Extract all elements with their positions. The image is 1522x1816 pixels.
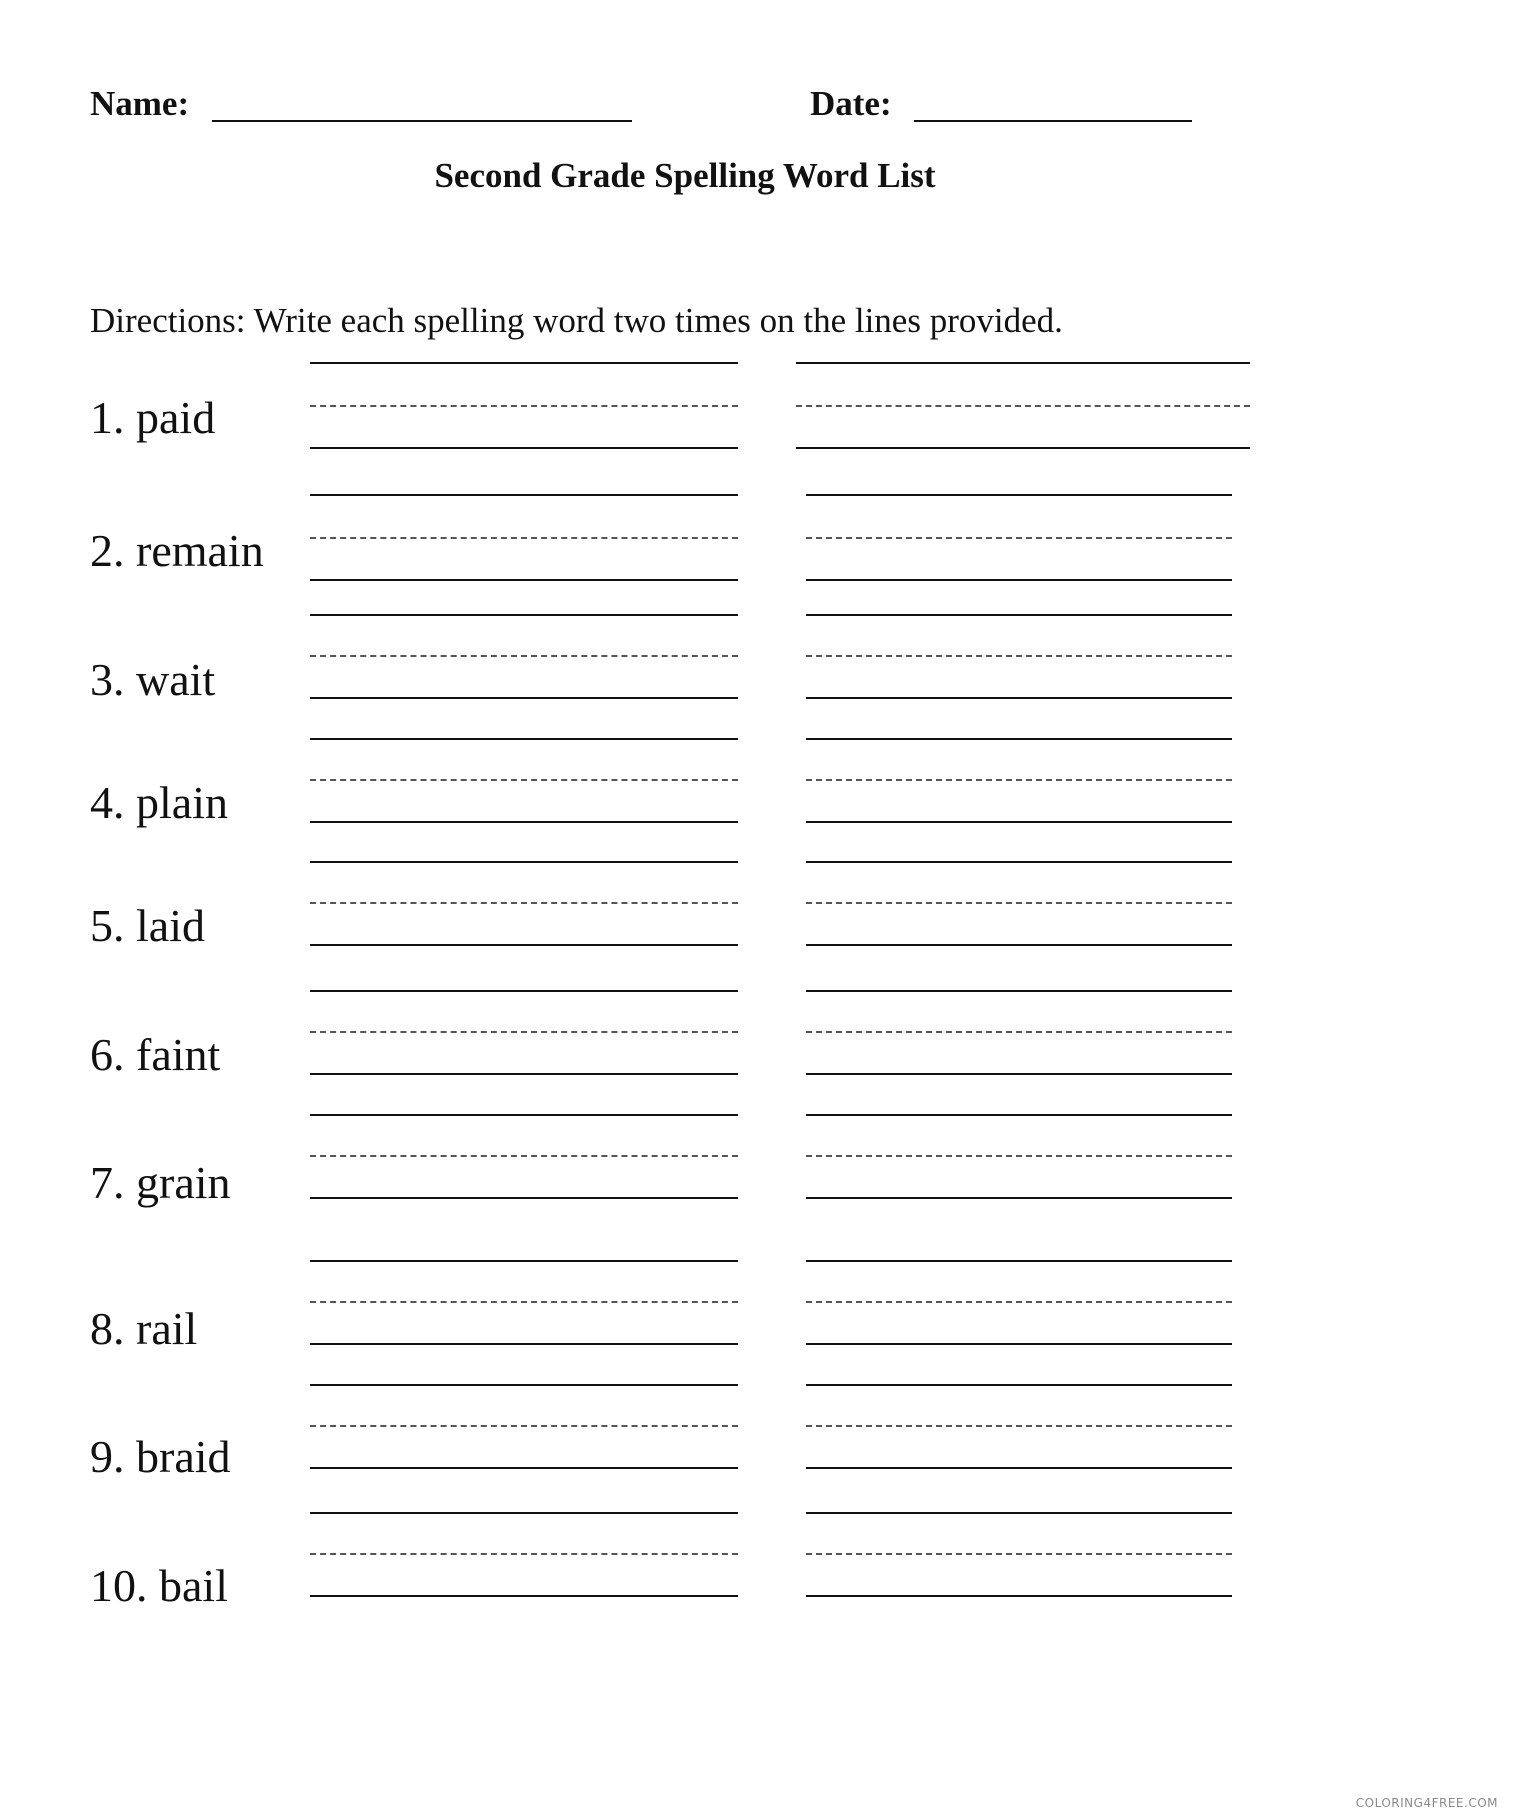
writing-base-line-col1[interactable] xyxy=(310,579,738,581)
writing-top-line-col2[interactable] xyxy=(806,1114,1232,1116)
spelling-word: 5. laid xyxy=(90,900,205,951)
writing-base-line-col2[interactable] xyxy=(806,1073,1232,1075)
writing-base-line-col2[interactable] xyxy=(806,1467,1232,1469)
writing-mid-dashed-line-col1 xyxy=(310,1155,738,1157)
writing-base-line-col2[interactable] xyxy=(806,944,1232,946)
writing-top-line-col2[interactable] xyxy=(806,1384,1232,1386)
writing-top-line-col1[interactable] xyxy=(310,494,738,496)
writing-top-line-col2[interactable] xyxy=(806,614,1232,616)
writing-top-line-col1[interactable] xyxy=(310,1260,738,1262)
writing-mid-dashed-line-col1 xyxy=(310,1553,738,1555)
writing-base-line-col1[interactable] xyxy=(310,1343,738,1345)
spelling-word: 8. rail xyxy=(90,1303,198,1354)
writing-top-line-col1[interactable] xyxy=(310,861,738,863)
writing-base-line-col1[interactable] xyxy=(310,1073,738,1075)
writing-top-line-col1[interactable] xyxy=(310,738,738,740)
spelling-word: 3. wait xyxy=(90,654,216,705)
writing-base-line-col2[interactable] xyxy=(806,821,1232,823)
writing-top-line-col1[interactable] xyxy=(310,1512,738,1514)
writing-mid-dashed-line-col1 xyxy=(310,1031,738,1033)
watermark: COLORING4FREE.COM xyxy=(1355,1796,1498,1810)
writing-top-line-col2[interactable] xyxy=(806,738,1232,740)
writing-top-line-col1[interactable] xyxy=(310,362,738,364)
writing-base-line-col1[interactable] xyxy=(310,1197,738,1199)
writing-top-line-col2[interactable] xyxy=(806,1512,1232,1514)
writing-base-line-col1[interactable] xyxy=(310,944,738,946)
writing-mid-dashed-line-col1 xyxy=(310,1301,738,1303)
spelling-word: 6. faint xyxy=(90,1029,221,1080)
writing-mid-dashed-line-col2 xyxy=(796,405,1250,407)
writing-top-line-col2[interactable] xyxy=(806,990,1232,992)
writing-mid-dashed-line-col2 xyxy=(806,1031,1232,1033)
writing-mid-dashed-line-col2 xyxy=(806,1301,1232,1303)
writing-base-line-col2[interactable] xyxy=(806,1595,1232,1597)
date-label: Date: xyxy=(810,84,892,123)
writing-mid-dashed-line-col1 xyxy=(310,1425,738,1427)
writing-mid-dashed-line-col1 xyxy=(310,537,738,539)
writing-mid-dashed-line-col1 xyxy=(310,405,738,407)
spelling-word: 7. grain xyxy=(90,1157,231,1208)
writing-top-line-col1[interactable] xyxy=(310,1384,738,1386)
writing-base-line-col1[interactable] xyxy=(310,447,738,449)
writing-top-line-col2[interactable] xyxy=(806,861,1232,863)
writing-top-line-col2[interactable] xyxy=(806,1260,1232,1262)
writing-mid-dashed-line-col1 xyxy=(310,902,738,904)
writing-mid-dashed-line-col1 xyxy=(310,655,738,657)
writing-top-line-col1[interactable] xyxy=(310,1114,738,1116)
writing-top-line-col1[interactable] xyxy=(310,990,738,992)
writing-mid-dashed-line-col2 xyxy=(806,1155,1232,1157)
writing-base-line-col2[interactable] xyxy=(806,579,1232,581)
date-field-line[interactable] xyxy=(914,120,1192,122)
spelling-word: 10. bail xyxy=(90,1560,228,1611)
writing-top-line-col2[interactable] xyxy=(806,494,1232,496)
writing-mid-dashed-line-col2 xyxy=(806,779,1232,781)
writing-base-line-col2[interactable] xyxy=(796,447,1250,449)
writing-mid-dashed-line-col2 xyxy=(806,655,1232,657)
writing-base-line-col2[interactable] xyxy=(806,1343,1232,1345)
name-label: Name: xyxy=(90,84,190,123)
writing-base-line-col1[interactable] xyxy=(310,821,738,823)
directions-text: Directions: Write each spelling word two times on the lines provided. xyxy=(90,301,1063,340)
writing-base-line-col1[interactable] xyxy=(310,1467,738,1469)
writing-top-line-col2[interactable] xyxy=(796,362,1250,364)
writing-base-line-col1[interactable] xyxy=(310,1595,738,1597)
spelling-word: 1. paid xyxy=(90,392,216,443)
writing-base-line-col2[interactable] xyxy=(806,697,1232,699)
name-field-line[interactable] xyxy=(212,120,632,122)
writing-base-line-col2[interactable] xyxy=(806,1197,1232,1199)
spelling-word: 9. braid xyxy=(90,1431,231,1482)
writing-mid-dashed-line-col2 xyxy=(806,537,1232,539)
writing-mid-dashed-line-col2 xyxy=(806,1425,1232,1427)
writing-base-line-col1[interactable] xyxy=(310,697,738,699)
writing-mid-dashed-line-col2 xyxy=(806,902,1232,904)
page-title: Second Grade Spelling Word List xyxy=(434,156,936,195)
writing-top-line-col1[interactable] xyxy=(310,614,738,616)
spelling-word: 4. plain xyxy=(90,777,228,828)
spelling-word: 2. remain xyxy=(90,525,264,576)
writing-mid-dashed-line-col1 xyxy=(310,779,738,781)
writing-mid-dashed-line-col2 xyxy=(806,1553,1232,1555)
